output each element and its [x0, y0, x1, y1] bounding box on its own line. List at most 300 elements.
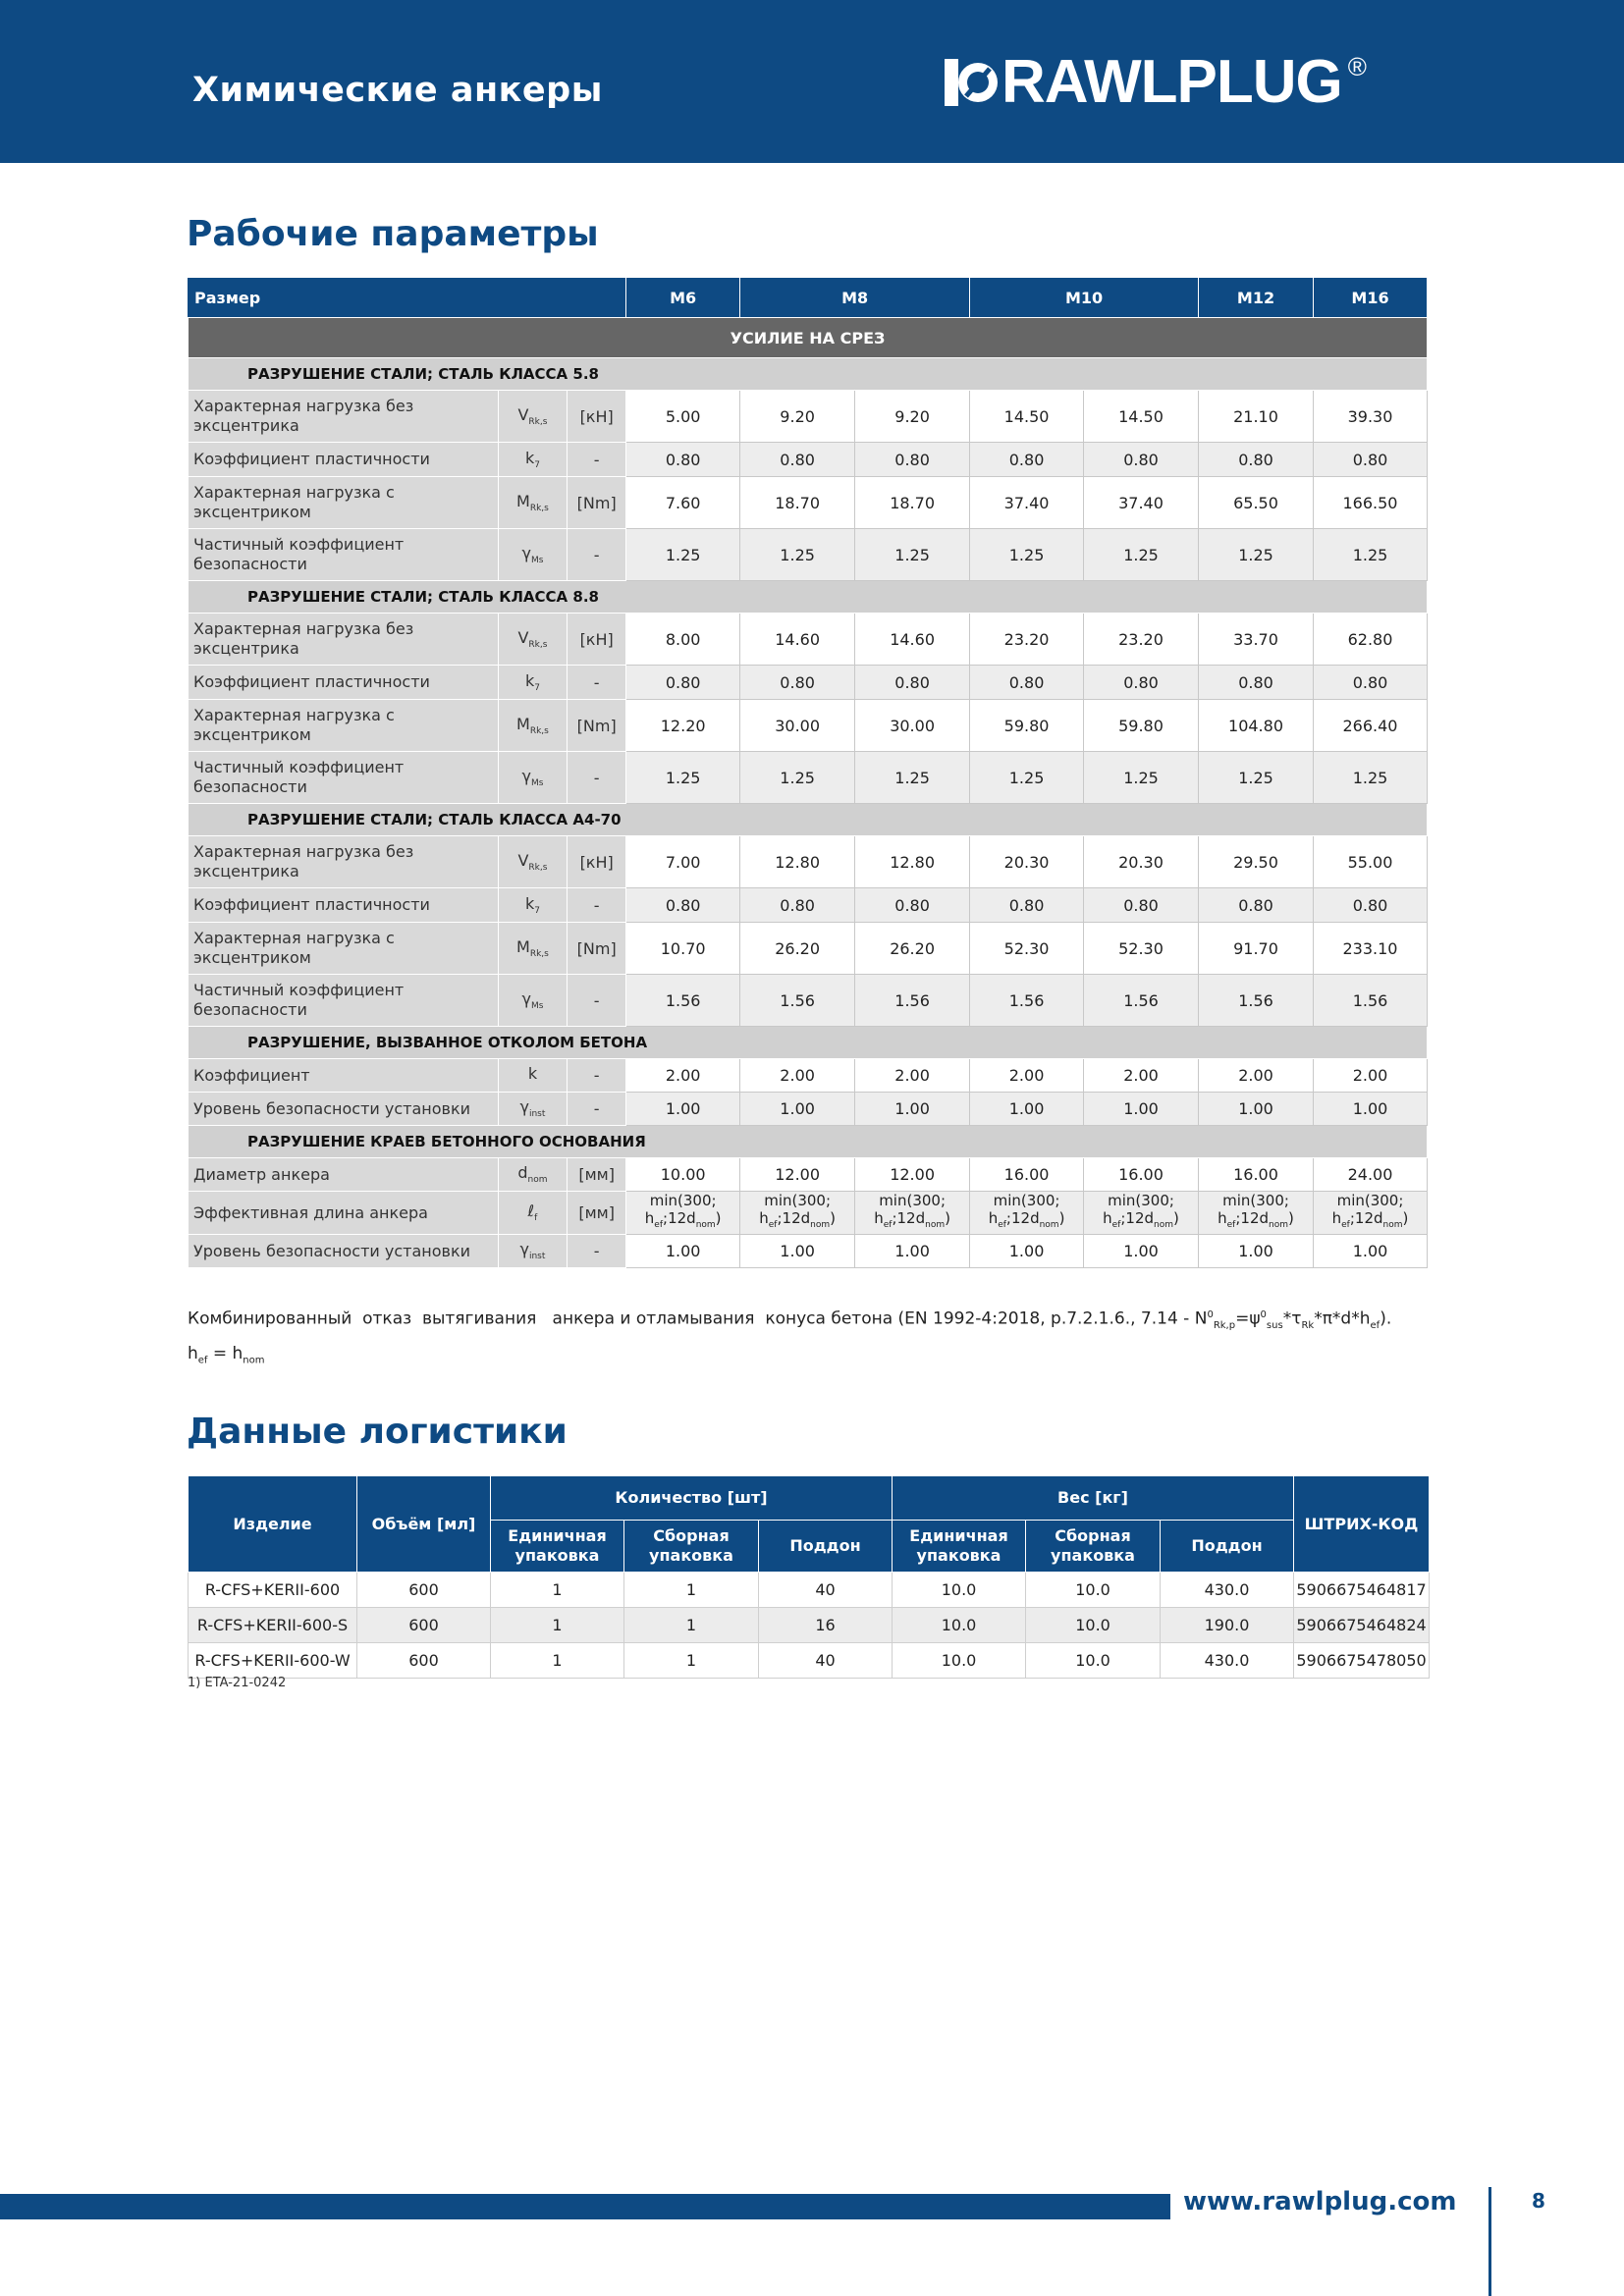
param-value: 26.20 [855, 923, 970, 975]
param-unit: - [568, 443, 626, 477]
param-value: 2.00 [970, 1059, 1084, 1093]
page-number: 8 [1532, 2189, 1545, 2213]
param-value: 7.00 [626, 836, 740, 888]
param-row [189, 700, 1428, 752]
band-row [189, 318, 1428, 358]
logistics-cell-volume: 600 [357, 1573, 491, 1608]
param-name: Коэффициент пластичности [189, 666, 499, 700]
param-value: 1.00 [970, 1093, 1084, 1126]
logistics-cell-q-unit: 1 [491, 1573, 624, 1608]
registered-mark: ® [1347, 51, 1367, 81]
param-value: 0.80 [1199, 888, 1314, 923]
logistics-cell-q-unit: 1 [491, 1643, 624, 1679]
param-value: 18.70 [740, 477, 855, 529]
param-value: 0.80 [740, 888, 855, 923]
param-row [189, 529, 1428, 581]
symbol-subscript: Rk,s [528, 863, 548, 874]
logistics-cell-w-bulk: 10.0 [1026, 1608, 1161, 1643]
combined-failure-note [188, 1302, 1433, 1374]
footer-bar [0, 2194, 1170, 2219]
param-row [189, 391, 1428, 443]
param-symbol [498, 975, 567, 1027]
col-qty-pallet: Поддон [759, 1521, 893, 1573]
param-value: 30.00 [855, 700, 970, 752]
param-value: 1.56 [1084, 975, 1199, 1027]
param-row [189, 923, 1428, 975]
param-name: Коэффициент пластичности [189, 443, 499, 477]
symbol-subscript: Rk,s [528, 417, 548, 428]
param-value: 1.25 [626, 752, 740, 804]
param-value: 1.25 [1199, 752, 1314, 804]
logistics-header-row-1 [189, 1476, 1430, 1521]
logistics-body [189, 1573, 1430, 1679]
param-value: 37.40 [1084, 477, 1199, 529]
logistics-cell-w-unit: 10.0 [893, 1643, 1026, 1679]
param-value: 65.50 [1199, 477, 1314, 529]
brand-name: RAWLPLUG [1001, 48, 1342, 116]
param-value: 14.50 [970, 391, 1084, 443]
param-name: Уровень безопасности установки [189, 1093, 499, 1126]
symbol-main: k [524, 448, 535, 467]
param-symbol [498, 1192, 567, 1235]
param-symbol [498, 666, 567, 700]
param-name: Характерная нагрузка без эксцентрика [189, 836, 499, 888]
symbol-main: γ [521, 988, 531, 1008]
group-title: РАЗРУШЕНИЕ СТАЛИ; СТАЛЬ КЛАССА А4-70 [189, 804, 1428, 836]
param-value: 2.00 [1199, 1059, 1314, 1093]
group-header-row [189, 1027, 1428, 1059]
param-value: 1.00 [970, 1235, 1084, 1268]
param-value: 2.00 [855, 1059, 970, 1093]
param-unit: [кН] [568, 614, 626, 666]
param-value: 59.80 [970, 700, 1084, 752]
params-table [188, 277, 1428, 1268]
logistics-cell-w-bulk: 10.0 [1026, 1643, 1161, 1679]
param-value: 0.80 [626, 888, 740, 923]
param-value: 1.00 [855, 1235, 970, 1268]
param-value: 1.00 [1199, 1093, 1314, 1126]
size-m12: M12 [1199, 278, 1314, 318]
param-value: 1.25 [1314, 752, 1428, 804]
param-value: 9.20 [740, 391, 855, 443]
param-value: 1.25 [1314, 529, 1428, 581]
param-value: 1.00 [740, 1093, 855, 1126]
param-value: 1.00 [626, 1093, 740, 1126]
param-value: 1.25 [855, 529, 970, 581]
param-name: Характерная нагрузка с эксцентриком [189, 923, 499, 975]
group-header-row [189, 358, 1428, 391]
param-value: min(300; $h_{ef};12d_{nom}$) [855, 1192, 970, 1235]
param-unit: - [568, 1059, 626, 1093]
param-row [189, 836, 1428, 888]
param-symbol [498, 752, 567, 804]
param-name: Диаметр анкера [189, 1158, 499, 1192]
footnote: 1) ETA-21-0242 [188, 1676, 287, 1690]
logistics-cell-volume: 600 [357, 1608, 491, 1643]
param-value: 12.00 [855, 1158, 970, 1192]
param-value: 14.60 [855, 614, 970, 666]
symbol-subscript: inst [528, 1109, 546, 1120]
param-name: Уровень безопасности установки [189, 1235, 499, 1268]
logistics-cell-w-pallet: 430.0 [1161, 1643, 1294, 1679]
param-row [189, 1059, 1428, 1093]
param-value: 1.00 [855, 1093, 970, 1126]
param-unit: [мм] [568, 1158, 626, 1192]
param-value: 0.80 [1084, 666, 1199, 700]
band-title: УСИЛИЕ НА СРЕЗ [189, 318, 1428, 358]
col-qty: Количество [шт] [491, 1476, 893, 1521]
param-row [189, 666, 1428, 700]
param-value: 0.80 [626, 666, 740, 700]
logistics-cell-q-bulk: 1 [624, 1608, 759, 1643]
param-name: Эффективная длина анкера [189, 1192, 499, 1235]
logistics-cell-product: R-CFS+KERII-600 [189, 1573, 357, 1608]
symbol-subscript: Rk,s [529, 726, 549, 737]
col-barcode: ШТРИХ-КОД [1294, 1476, 1430, 1573]
param-value: 1.00 [1084, 1235, 1199, 1268]
param-value: min(300; $h_{ef};12d_{nom}$) [970, 1192, 1084, 1235]
param-value: 0.80 [1084, 443, 1199, 477]
symbol-main: k [524, 893, 535, 913]
note-line-1: Комбинированный отказ вытягивания анкера и отламывания конуса бетона (EN 1992-4:2018, p.7.2.1.6., $7.14 - N^0_{Rk,p}=\psi^0_{sus}*\tau_{Rk}*\pi*d*h_{ef}$). [188, 1308, 1392, 1332]
param-value: 233.10 [1314, 923, 1428, 975]
param-value: 33.70 [1199, 614, 1314, 666]
param-unit: - [568, 666, 626, 700]
logistics-table [188, 1475, 1430, 1679]
param-value: 1.25 [1084, 752, 1199, 804]
brand-logo [945, 48, 1367, 116]
param-value: 1.25 [740, 529, 855, 581]
param-value: 0.80 [1314, 443, 1428, 477]
param-symbol [498, 1158, 567, 1192]
param-value: 5.00 [626, 391, 740, 443]
col-product: Изделие [189, 1476, 357, 1573]
param-value: 0.80 [855, 888, 970, 923]
logistics-cell-barcode: 5906675478050 [1294, 1643, 1430, 1679]
param-value: 29.50 [1199, 836, 1314, 888]
symbol-subscript: Ms [530, 1001, 544, 1012]
param-value: 37.40 [970, 477, 1084, 529]
symbol-main: γ [519, 1240, 529, 1259]
col-volume: Объём [мл] [357, 1476, 491, 1573]
symbol-main: γ [521, 543, 531, 562]
param-row [189, 1158, 1428, 1192]
param-symbol [498, 477, 567, 529]
param-value: 104.80 [1199, 700, 1314, 752]
param-name: Частичный коэффициент безопасности [189, 975, 499, 1027]
param-unit: - [568, 1235, 626, 1268]
symbol-subscript: 7 [534, 906, 540, 917]
param-value: 166.50 [1314, 477, 1428, 529]
param-value: 0.80 [740, 443, 855, 477]
param-value: 1.25 [1199, 529, 1314, 581]
logistics-row [189, 1643, 1430, 1679]
col-weight: Вес [кг] [893, 1476, 1294, 1521]
param-value: 0.80 [1199, 666, 1314, 700]
col-weight-unit: Единичная упаковка [893, 1521, 1026, 1573]
logistics-cell-barcode: 5906675464824 [1294, 1608, 1430, 1643]
logistics-cell-product: R-CFS+KERII-600-S [189, 1608, 357, 1643]
size-m8: M8 [740, 278, 970, 318]
param-name: Коэффициент пластичности [189, 888, 499, 923]
section-title-params: Рабочие параметры [187, 214, 599, 254]
param-value: 1.56 [1199, 975, 1314, 1027]
symbol-main: V [517, 627, 529, 647]
param-row [189, 888, 1428, 923]
param-value: 1.25 [1084, 529, 1199, 581]
param-value: 1.56 [1314, 975, 1428, 1027]
param-value: 26.20 [740, 923, 855, 975]
logistics-cell-w-bulk: 10.0 [1026, 1573, 1161, 1608]
param-row [189, 477, 1428, 529]
symbol-subscript: Ms [530, 556, 544, 566]
param-value: 62.80 [1314, 614, 1428, 666]
symbol-main: V [517, 850, 529, 870]
param-value: 12.80 [740, 836, 855, 888]
param-value: 7.60 [626, 477, 740, 529]
param-value: 16.00 [1199, 1158, 1314, 1192]
params-body [189, 318, 1428, 1268]
param-symbol [498, 443, 567, 477]
logistics-cell-q-pallet: 40 [759, 1643, 893, 1679]
param-value: 23.20 [1084, 614, 1199, 666]
symbol-subscript: Rk,s [529, 949, 549, 960]
symbol-main: V [517, 404, 529, 424]
param-value: 1.00 [740, 1235, 855, 1268]
param-value: 14.50 [1084, 391, 1199, 443]
logistics-cell-w-pallet: 430.0 [1161, 1573, 1294, 1608]
param-value: 16.00 [1084, 1158, 1199, 1192]
logistics-cell-q-bulk: 1 [624, 1573, 759, 1608]
param-unit: [кН] [568, 391, 626, 443]
param-symbol [498, 888, 567, 923]
params-header-row [189, 278, 1428, 318]
param-value: 21.10 [1199, 391, 1314, 443]
symbol-main: M [516, 491, 530, 510]
section-title-logistics: Данные логистики [187, 1412, 568, 1452]
param-unit: [мм] [568, 1192, 626, 1235]
param-name: Характерная нагрузка с эксцентриком [189, 700, 499, 752]
header-title: Химические анкеры [192, 71, 603, 110]
logistics-cell-w-pallet: 190.0 [1161, 1608, 1294, 1643]
param-value: 1.25 [855, 752, 970, 804]
param-unit: - [568, 752, 626, 804]
param-value: min(300; $h_{ef};12d_{nom}$) [626, 1192, 740, 1235]
param-value: 0.80 [855, 666, 970, 700]
param-value: 0.80 [1199, 443, 1314, 477]
col-qty-bulk: Сборная упаковка [624, 1521, 759, 1573]
param-value: 1.25 [626, 529, 740, 581]
param-row [189, 1192, 1428, 1235]
param-unit: - [568, 1093, 626, 1126]
symbol-subscript: 7 [534, 460, 540, 471]
param-value: 1.56 [740, 975, 855, 1027]
param-symbol [498, 1059, 567, 1093]
param-symbol [498, 836, 567, 888]
footer-divider [1489, 2187, 1491, 2296]
param-value: 1.25 [970, 529, 1084, 581]
param-value: min(300; $h_{ef};12d_{nom}$) [1314, 1192, 1428, 1235]
param-value: min(300; $h_{ef};12d_{nom}$) [1084, 1192, 1199, 1235]
param-symbol [498, 1235, 567, 1268]
group-header-row [189, 1126, 1428, 1158]
logistics-cell-barcode: 5906675464817 [1294, 1573, 1430, 1608]
symbol-subscript: inst [528, 1252, 546, 1262]
param-value: 2.00 [1314, 1059, 1428, 1093]
param-row [189, 443, 1428, 477]
group-title: РАЗРУШЕНИЕ, ВЫЗВАННОЕ ОТКОЛОМ БЕТОНА [189, 1027, 1428, 1059]
param-unit: - [568, 975, 626, 1027]
logistics-cell-q-pallet: 16 [759, 1608, 893, 1643]
param-value: 30.00 [740, 700, 855, 752]
param-value: 12.20 [626, 700, 740, 752]
symbol-main: M [516, 936, 530, 956]
param-value: 14.60 [740, 614, 855, 666]
logistics-cell-q-bulk: 1 [624, 1643, 759, 1679]
symbol-main: k [524, 670, 535, 690]
symbol-subscript: Rk,s [528, 640, 548, 651]
logistics-cell-w-unit: 10.0 [893, 1608, 1026, 1643]
param-row [189, 1093, 1428, 1126]
param-value: 52.30 [970, 923, 1084, 975]
param-value: 10.00 [626, 1158, 740, 1192]
param-value: 0.80 [855, 443, 970, 477]
param-unit: [Nm] [568, 923, 626, 975]
symbol-main: γ [519, 1097, 529, 1117]
param-value: 12.00 [740, 1158, 855, 1192]
group-title: РАЗРУШЕНИЕ КРАЕВ БЕТОННОГО ОСНОВАНИЯ [189, 1126, 1428, 1158]
size-m16: M16 [1314, 278, 1428, 318]
param-unit: [кН] [568, 836, 626, 888]
logo-mark-icon [945, 55, 1000, 110]
symbol-main: M [516, 714, 530, 733]
param-value: 18.70 [855, 477, 970, 529]
param-value: 24.00 [1314, 1158, 1428, 1192]
param-symbol [498, 529, 567, 581]
logistics-cell-w-unit: 10.0 [893, 1573, 1026, 1608]
param-value: 1.00 [1314, 1093, 1428, 1126]
param-value: 0.80 [1314, 888, 1428, 923]
param-name: Характерная нагрузка с эксцентриком [189, 477, 499, 529]
param-value: 8.00 [626, 614, 740, 666]
footer-url-link[interactable]: www.rawlplug.com [1183, 2187, 1457, 2216]
param-name: Характерная нагрузка без эксцентрика [189, 614, 499, 666]
param-value: min(300; $h_{ef};12d_{nom}$) [740, 1192, 855, 1235]
param-name: Коэффициент [189, 1059, 499, 1093]
param-value: 1.00 [1314, 1235, 1428, 1268]
param-value: 20.30 [1084, 836, 1199, 888]
group-title: РАЗРУШЕНИЕ СТАЛИ; СТАЛЬ КЛАССА 8.8 [189, 581, 1428, 614]
param-name: Характерная нагрузка без эксцентрика [189, 391, 499, 443]
symbol-main: ℓ [527, 1201, 535, 1221]
param-value: 1.25 [970, 752, 1084, 804]
param-value: min(300; $h_{ef};12d_{nom}$) [1199, 1192, 1314, 1235]
logistics-cell-q-unit: 1 [491, 1608, 624, 1643]
param-value: 1.00 [1084, 1093, 1199, 1126]
param-symbol [498, 614, 567, 666]
param-row [189, 752, 1428, 804]
param-name: Частичный коэффициент безопасности [189, 529, 499, 581]
page-header [0, 0, 1624, 163]
param-value: 1.56 [626, 975, 740, 1027]
param-value: 0.80 [1314, 666, 1428, 700]
param-value: 1.56 [855, 975, 970, 1027]
logistics-row [189, 1608, 1430, 1643]
param-value: 10.70 [626, 923, 740, 975]
param-unit: - [568, 529, 626, 581]
param-symbol [498, 391, 567, 443]
param-unit: - [568, 888, 626, 923]
param-unit: [Nm] [568, 477, 626, 529]
note-line-2: $h_{ef} = h_{nom}$ [188, 1344, 265, 1366]
param-value: 0.80 [970, 443, 1084, 477]
param-value: 20.30 [970, 836, 1084, 888]
param-value: 91.70 [1199, 923, 1314, 975]
symbol-main: k [527, 1064, 538, 1084]
size-m6: M6 [626, 278, 740, 318]
param-value: 2.00 [740, 1059, 855, 1093]
param-name: Частичный коэффициент безопасности [189, 752, 499, 804]
param-value: 16.00 [970, 1158, 1084, 1192]
param-row [189, 1235, 1428, 1268]
param-value: 55.00 [1314, 836, 1428, 888]
param-value: 9.20 [855, 391, 970, 443]
param-value: 59.80 [1084, 700, 1199, 752]
symbol-main: γ [521, 766, 531, 785]
param-value: 1.56 [970, 975, 1084, 1027]
param-value: 1.00 [626, 1235, 740, 1268]
logistics-cell-q-pallet: 40 [759, 1573, 893, 1608]
size-header: Размер [189, 278, 626, 318]
symbol-subscript: 7 [534, 683, 540, 694]
col-weight-pallet: Поддон [1161, 1521, 1294, 1573]
param-value: 1.00 [1199, 1235, 1314, 1268]
param-value: 1.25 [740, 752, 855, 804]
param-value: 0.80 [970, 666, 1084, 700]
param-value: 0.80 [970, 888, 1084, 923]
symbol-subscript: Rk,s [529, 504, 549, 514]
param-value: 2.00 [626, 1059, 740, 1093]
param-value: 39.30 [1314, 391, 1428, 443]
param-value: 0.80 [740, 666, 855, 700]
group-title: РАЗРУШЕНИЕ СТАЛИ; СТАЛЬ КЛАССА 5.8 [189, 358, 1428, 391]
group-header-row [189, 804, 1428, 836]
symbol-main: d [517, 1163, 528, 1183]
size-m10: M10 [970, 278, 1199, 318]
symbol-subscript: Ms [530, 778, 544, 789]
col-weight-bulk: Сборная упаковка [1026, 1521, 1161, 1573]
param-value: 52.30 [1084, 923, 1199, 975]
param-symbol [498, 1093, 567, 1126]
param-value: 12.80 [855, 836, 970, 888]
logistics-cell-volume: 600 [357, 1643, 491, 1679]
logistics-row [189, 1573, 1430, 1608]
param-symbol [498, 923, 567, 975]
param-unit: [Nm] [568, 700, 626, 752]
param-symbol [498, 700, 567, 752]
group-header-row [189, 581, 1428, 614]
param-row [189, 614, 1428, 666]
param-value: 23.20 [970, 614, 1084, 666]
symbol-subscript: nom [527, 1175, 548, 1186]
symbol-subscript: f [534, 1213, 538, 1224]
param-value: 2.00 [1084, 1059, 1199, 1093]
logistics-cell-product: R-CFS+KERII-600-W [189, 1643, 357, 1679]
param-value: 0.80 [626, 443, 740, 477]
param-value: 0.80 [1084, 888, 1199, 923]
col-qty-unit: Единичная упаковка [491, 1521, 624, 1573]
param-value: 266.40 [1314, 700, 1428, 752]
